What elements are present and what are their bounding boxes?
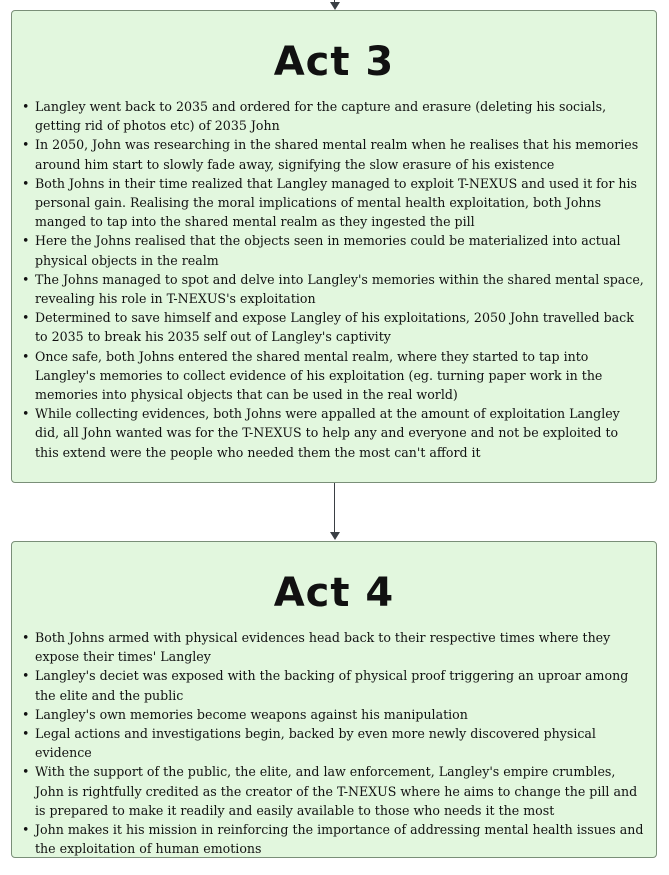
act-3-to-act-4-arrow-head bbox=[330, 532, 340, 540]
act-4-node[interactable] bbox=[11, 541, 657, 858]
act-3-bullet: • The Johns managed to spot and delve into Langley's memories within the shared mental space, revealing his role in T-NEXUS's exploitation bbox=[22, 270, 644, 308]
act-4-bullet: • With the support of the public, the elite, and law enforcement, Langley's empire crumbles, John is rightfully credited as the creator of the T-NEXUS where he aims to change the pill and is prepared to make it readily and easily available to those who needs it the most bbox=[22, 762, 644, 820]
act-3-to-act-4-connector-line bbox=[334, 483, 335, 533]
incoming-arrow-head bbox=[330, 2, 340, 10]
act-4-bullet: • Legal actions and investigations begin, backed by even more newly discovered physical evidence bbox=[22, 724, 644, 762]
act-3-bullet: • In 2050, John was researching in the shared mental realm when he realises that his memories around him start to slowly fade away, signifying the slow erasure of his existence bbox=[22, 135, 644, 173]
act-3-bullet: • Determined to save himself and expose Langley of his exploitations, 2050 John travelled back to 2035 to break his 2035 self out of Langley's captivity bbox=[22, 308, 644, 346]
act-3-bullet: • Here the Johns realised that the objects seen in memories could be materialized into actual physical objects in the realm bbox=[22, 231, 644, 269]
act-3-bullet: • Both Johns in their time realized that Langley managed to exploit T-NEXUS and used it for his personal gain. Realising the moral implications of mental health exploitation, both Johns manged to tap into the shared mental realm as they ingested the pill bbox=[22, 174, 644, 232]
act-3-bullet: • While collecting evidences, both Johns were appalled at the amount of exploitation Langley did, all John wanted was for the T-NEXUS to help any and everyone and not be exploited to this extend were the people who needed them the most can't afford it bbox=[22, 404, 644, 462]
act-3-bullet: • Langley went back to 2035 and ordered for the capture and erasure (deleting his socials, getting rid of photos etc) of 2035 John bbox=[22, 97, 644, 135]
act-4-bullet: • John makes it his mission in reinforcing the importance of addressing mental health issues and the exploitation of human emotions bbox=[22, 820, 644, 858]
act-4-bullet-list bbox=[12, 628, 656, 858]
act-3-node[interactable] bbox=[11, 10, 657, 483]
act-4-bullet: • Langley's deciet was exposed with the backing of physical proof triggering an uproar among the elite and the public bbox=[22, 666, 644, 704]
act-3-title: Act 3 bbox=[273, 39, 395, 85]
act-4-bullet: • Langley's own memories become weapons against his manipulation bbox=[22, 705, 644, 724]
act-4-bullet: • Both Johns armed with physical evidences head back to their respective times where they expose their times' Langley bbox=[22, 628, 644, 666]
act-4-title: Act 4 bbox=[273, 570, 395, 616]
act-3-bullet: • Once safe, both Johns entered the shared mental realm, where they started to tap into Langley's memories to collect evidence of his exploitation (eg. turning paper work in the memories into physical objects that can be used in the real world) bbox=[22, 347, 644, 405]
act-3-bullet-list bbox=[12, 97, 656, 462]
